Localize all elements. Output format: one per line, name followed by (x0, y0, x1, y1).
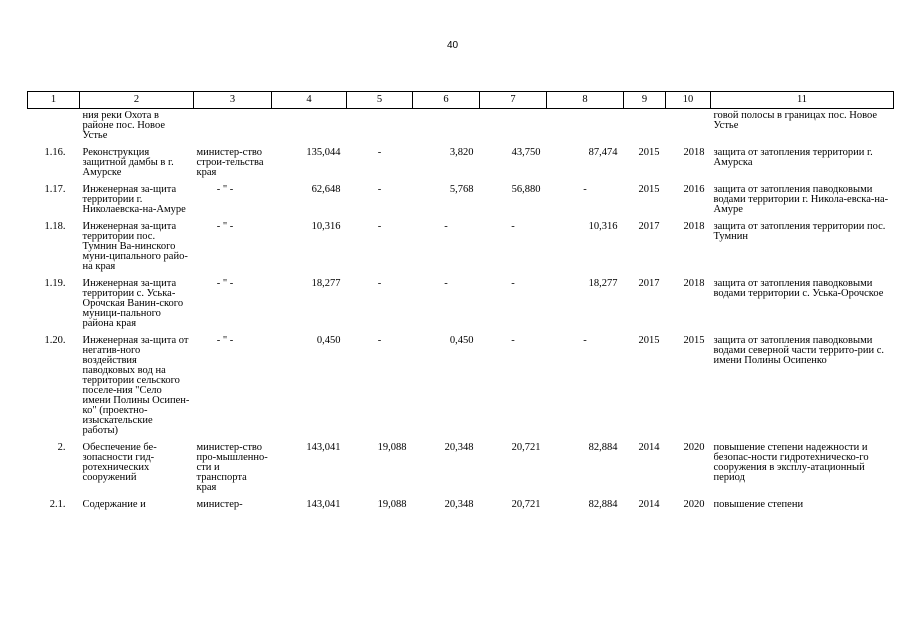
row-name: Содержание и (82, 500, 146, 510)
header-cell: 1 (28, 92, 80, 109)
row-total: 62,648 (311, 184, 341, 195)
row-result: защита от затопления территории пос. Тумнин (713, 221, 886, 242)
header-row (28, 92, 894, 109)
row-total: 143,041 (306, 442, 341, 453)
header-cell: 11 (711, 92, 894, 109)
header-cell: 8 (547, 92, 624, 109)
row-executor: министер-ство строи-тельства края (196, 147, 264, 178)
row-value-c5: - (377, 184, 382, 195)
row-executor: - " - (216, 221, 234, 232)
header-cell: 7 (480, 92, 547, 109)
row-value-c6: 20,348 (444, 500, 474, 510)
row-result: защита от затопления паводковыми водами территории г. Никола-евска-на-Амуре (713, 184, 889, 215)
row-executor: - " - (216, 184, 234, 195)
row-executor: - " - (216, 335, 234, 346)
row-value-c7: - (511, 335, 515, 346)
row-value-c7: 43,750 (511, 147, 541, 158)
row-result: защита от затопления паводковыми водами территории с. Уська-Орочское (713, 278, 884, 299)
row-end-year: 2018 (683, 278, 705, 289)
row-value-c5: 19,088 (377, 500, 407, 510)
row-number: 2. (57, 442, 66, 453)
row-start-year: 2017 (638, 278, 660, 289)
table-row (28, 272, 894, 329)
header-cell: 10 (666, 92, 711, 109)
row-start-year: 2015 (638, 147, 660, 158)
row-number: 1.20. (44, 335, 66, 346)
program-table (27, 91, 894, 526)
row-start-year: 2015 (638, 184, 660, 195)
header-cell: 2 (80, 92, 194, 109)
row-name: Инженерная за-щита территории пос. Тумнин Ва-нинского муни-ципального райо-на края (82, 221, 188, 272)
row-total: 143,041 (306, 500, 341, 510)
row-value-c5: - (377, 278, 382, 289)
row-end-year: 2018 (683, 147, 705, 158)
row-number: 1.16. (44, 147, 66, 158)
header-cell: 6 (413, 92, 480, 109)
row-result: повышение степени (713, 500, 804, 510)
table-row (28, 493, 894, 526)
header-cell: 4 (272, 92, 347, 109)
row-name-continuation: ния реки Охота в районе пос. Новое Устье (82, 110, 165, 141)
row-name: Обеспечение бе-зопасности гид-ротехнических сооружений (82, 442, 157, 483)
row-value-c7: - (511, 278, 515, 289)
row-number: 1.19. (44, 278, 66, 289)
row-start-year: 2017 (638, 221, 660, 232)
row-name: Реконструкция защитной дамбы в г. Амурске (82, 147, 174, 178)
row-value-c7: 20,721 (511, 442, 541, 453)
row-result-continuation: говой полосы в границах пос. Новое Устье (713, 110, 877, 131)
row-end-year: 2018 (683, 221, 705, 232)
row-end-year: 2016 (683, 184, 705, 195)
row-value-c7: 20,721 (511, 500, 541, 510)
table-row (28, 215, 894, 272)
row-total: 0,450 (316, 335, 341, 346)
row-value-c7: - (511, 221, 515, 232)
row-value-c5: - (377, 147, 382, 158)
row-start-year: 2014 (638, 442, 660, 453)
row-executor: министер-ство про-мышленно-сти и транспорта края (196, 442, 268, 493)
row-value-c6: 0,450 (449, 335, 474, 346)
row-number: 1.17. (44, 184, 66, 195)
row-value-c6: 5,768 (449, 184, 474, 195)
row-number: 2.1. (49, 500, 66, 510)
row-value-c6: 20,348 (444, 442, 474, 453)
row-value-c6: - (444, 278, 448, 289)
row-value-c6: 3,820 (449, 147, 474, 158)
row-value-c5: 19,088 (377, 442, 407, 453)
row-value-c5: - (377, 221, 382, 232)
table-row (28, 329, 894, 436)
row-total: 135,044 (306, 147, 341, 158)
table-row (28, 436, 894, 493)
row-end-year: 2020 (683, 500, 705, 510)
row-value-c5: - (377, 335, 382, 346)
header-cell: 9 (624, 92, 666, 109)
row-result: защита от затопления паводковыми водами северной части террито-рии с. имени Полины Осипенко (713, 335, 884, 366)
header-cell: 3 (194, 92, 272, 109)
row-result: повышение степени надежности и безопас-ности гидротехническо-го сооружения в эксплу-атационный период (713, 442, 869, 483)
row-result: защита от затопления территории г. Амурска (713, 147, 873, 168)
row-value-c8: - (583, 184, 587, 195)
row-start-year: 2015 (638, 335, 660, 346)
table-row-continuation (28, 109, 894, 142)
row-value-c8: 82,884 (588, 500, 618, 510)
row-executor: министер- (196, 500, 243, 510)
row-name: Инженерная за-щита территории с. Уська-Орочская Ванин-ского муници-пального района края (82, 278, 184, 329)
row-value-c6: - (444, 221, 448, 232)
row-value-c8: 87,474 (588, 147, 618, 158)
row-total: 10,316 (311, 221, 341, 232)
row-value-c7: 56,880 (511, 184, 541, 195)
row-start-year: 2014 (638, 500, 660, 510)
row-total: 18,277 (311, 278, 341, 289)
row-value-c8: 10,316 (588, 221, 618, 232)
row-executor: - " - (216, 278, 234, 289)
row-value-c8: 82,884 (588, 442, 618, 453)
table-row (28, 141, 894, 178)
header-cell: 5 (347, 92, 413, 109)
row-name: Инженерная за-щита от негатив-ного воздействия паводковых вод на территории сельского поселе-ния "Село имени Полины Осипен-ко" (проектно-изыскательские работы) (82, 335, 190, 436)
row-number: 1.18. (44, 221, 66, 232)
row-end-year: 2020 (683, 442, 705, 453)
table-row (28, 178, 894, 215)
row-value-c8: 18,277 (588, 278, 618, 289)
row-value-c8: - (583, 335, 587, 346)
row-end-year: 2015 (683, 335, 705, 346)
page-number: 40 (446, 40, 459, 51)
row-name: Инженерная за-щита территории г. Николаевска-на-Амуре (82, 184, 186, 215)
